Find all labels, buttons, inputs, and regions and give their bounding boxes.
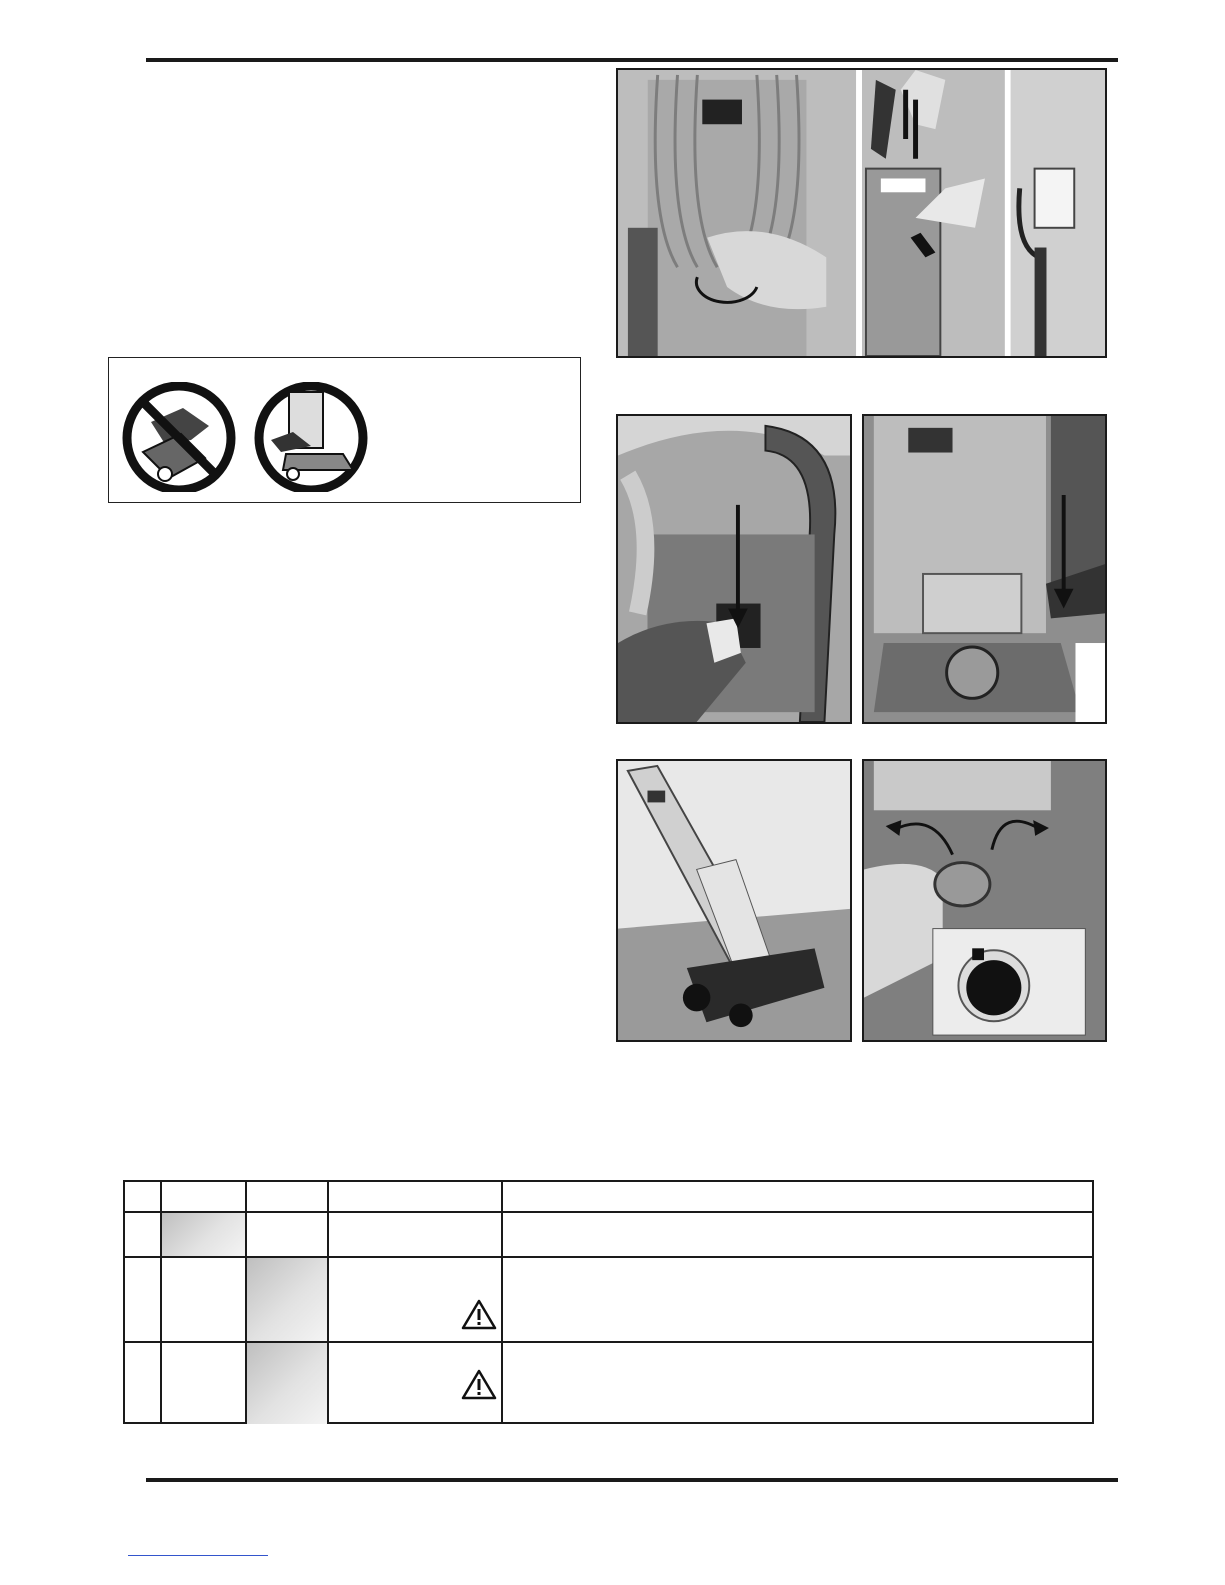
foot-pedal-photo [862,414,1107,724]
prohibited-foot-on-machine-icon [127,386,231,490]
warning-triangle-icon [461,1298,497,1330]
shaded-cell [247,1343,327,1424]
column-divider [160,1182,162,1422]
allowed-foot-on-pedal-icon [259,386,363,490]
table [123,1180,1094,1424]
column-divider [327,1182,329,1422]
warning-triangle-icon [461,1368,497,1400]
shaded-cell [162,1213,245,1256]
foot-usage-pictogram [121,382,391,492]
table-header-row [125,1211,1092,1213]
column-divider [245,1182,247,1422]
height-adjustment-knob-photo [862,759,1107,1042]
column-divider [501,1182,503,1422]
warning-box [108,357,581,503]
vacuum-on-carpet-photo [616,759,852,1042]
power-switch-photo [616,414,852,724]
footer-link[interactable] [128,1555,268,1556]
cord-wrap-and-handle-release-photo [616,68,1107,358]
shaded-cell [247,1258,327,1341]
footer-rule [146,1478,1118,1482]
header-rule [146,58,1118,62]
